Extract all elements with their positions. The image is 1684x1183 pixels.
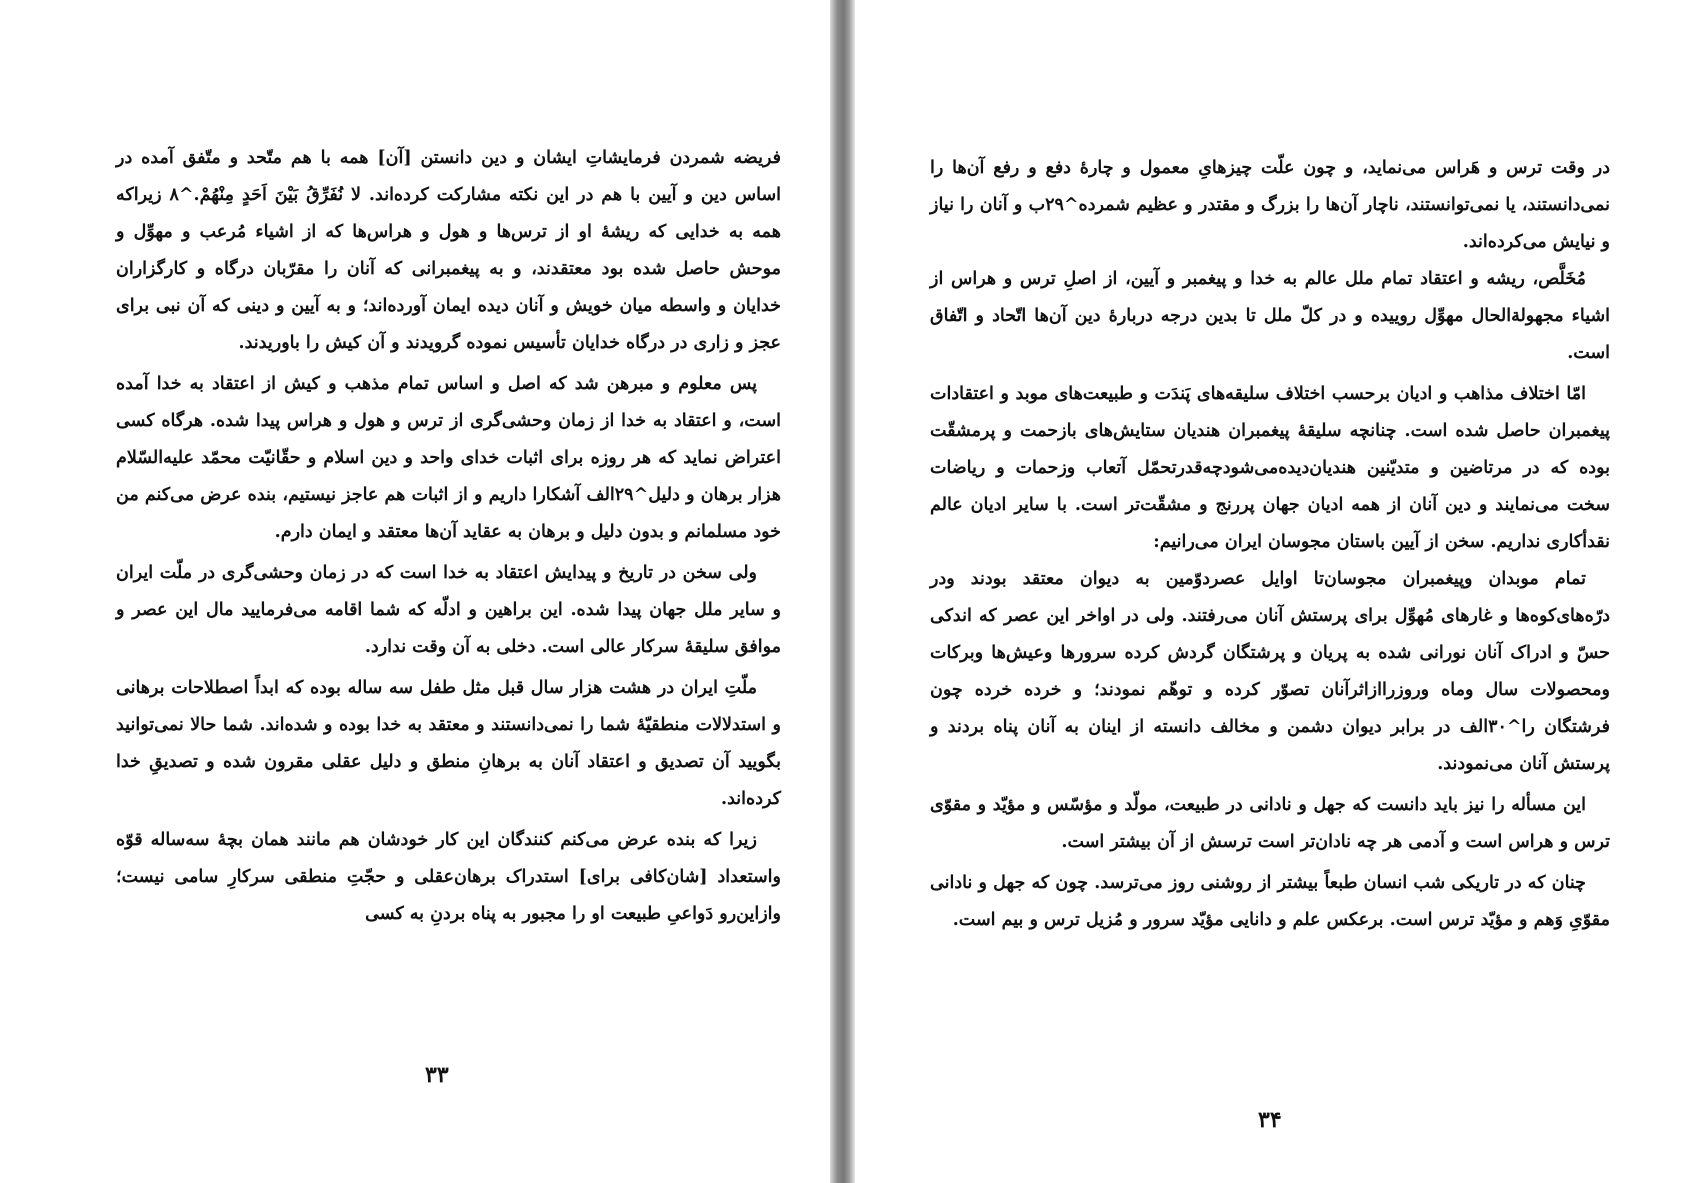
right-page [855,0,1684,1183]
paragraph: تمام موبدان وپیغمبران مجوسان‌تا اوایل عصردوّمین به دیوان معتقد بودند ودر درّه‌های‌کوه‌ها و غارهای مُهوِّل برای پرستش آنان می‌رفتند. ولی در اواخر این عصر که اندکی حسّ و ادراک آنان نورانی شده به پریان و پرشتگان گردش کرده سرورها وعیش‌ها وبرکات ومحصولات سال وماه وروزراازاثرآنان تصوّر کرده و توهّم نمودند؛ و خرده خرده چون فرشتگان را^۳۰الف در برابر دیوان دشمن و مخالف دانسته از اینان به آنان پناه بردند و پرستش آنان می‌نمودند. [930,569,1610,774]
paragraph: فریضه شمردن فرمایشاتِ ایشان و دین دانستن [آن] همه با هم متّحد و متّفق آمده در اساس دین و آیین با هم در این نکته مشارکت کرده‌اند. لا نُفَرِّقُ بَیْنَ اَحَدٍ مِنْهُمْ.^۸ زیراکه همه به خدایی که ریشهٔ او از ترس‌ها و هول و هراس‌ها که از اشیاء مُرعب و مهوِّل و موحش حاصل شده بود معتقدند، و به پیغمبرانی که آنان را مقرّبان درگاه و کارگزاران خدایان و واسطه میان خویش و آنان دیده ایمان آورده‌اند؛ و به آیین و دینی که آن نبی برای عجز و زاری در درگاه خدایان تأسیس نموده گرویدند و آن کیش را باوریدند. [116,148,781,353]
paragraph: امّا اختلاف مذاهب و ادیان برحسب اختلاف سلیقه‌های پَندَت و طبیعت‌های موبد و اعتقادات پیغمبران حاصل شده است. چنانچه سلیقهٔ پیغمبران هندیان ستایش‌های بازحمت و پرمشقّت بوده که در مرتاضین و متدیّنین هندیان‌دیده‌می‌شودچه‌قدرتحمّل آتعاب وزحمات و ریاضات سخت می‌نمایند و دین آنان از همه ادیان جهان پررنج و مشقّت‌تر است. با سایر ادیان عالم نقدأکاری نداریم. سخن از آیین باستان مجوسان ایران می‌رانیم: [930,384,1610,552]
paragraph: ملّتِ ایران در هشت هزار سال قبل مثل طفل سه ساله بوده که ابداً اصطلاحات برهانی و استدلالات منطقیّهٔ شما را نمی‌دانستند و معتقد به خدا بوده و شده‌اند. شما حالا نمی‌توانید بگویید آن تصدیق و اعتقاد آنان به برهانِ منطق و دلیل عقلی مقرون شده و تصدیقِ خدا کرده‌اند. [116,678,781,809]
right-page-text [930,150,1610,939]
page-number: ۳۳ [425,1062,449,1088]
paragraph: ولی سخن در تاریخ و پیدایش اعتقاد به خدا است که در زمان وحشی‌گری در ملّت ایران و سایر ملل جهان پیدا شده. این براهین و ادلّه که شما اقامه می‌فرمایید مال این عصر و موافق سلیقهٔ سرکار عالی است. دخلی به آن وقت ندارد. [116,563,781,657]
page-number: ۳۴ [1258,1107,1282,1133]
left-page [0,0,830,1183]
paragraph: زیرا که بنده عرض می‌کنم کنندگان این کار خودشان هم مانند همان بچهٔ سه‌ساله قوّه واستعداد [شان‌کافی برای] استدراک برهان‌عقلی و حجّتِ منطقی سرکارِ سامی نیست؛وازاین‌رو دَواعیِ طبیعت او را مجبور به پناه بردنِ به کسی [116,830,781,924]
left-page-text [116,140,781,933]
paragraph: در وقت ترس و هَراس می‌نماید، و چون علّت چیزهایِ معمول و چارهٔ دفع و رفع آن‌ها را نمی‌دانستند، یا نمی‌توانستند، ناچار آن‌ها را بزرگ و مقتدر و عظیم شمرده^۲۹ب و آنان را نیاز و نیایش می‌کرده‌اند. [930,158,1610,252]
book-gutter [830,0,855,1183]
paragraph: پس معلوم و مبرهن شد که اصل و اساس تمام مذهب و کیش از اعتقاد به خدا آمده است، و اعتقاد به خدا از زمان وحشی‌گری از ترس و هول و هراس پیدا شده. هرگاه کسی اعتراض نماید که هر روزه برای اثبات خدای واحد و دین اسلام و حقّانیّت محمّد علیه‌السّلام هزار برهان و دلیل^۲۹الف آشکارا داریم و از اثبات هم عاجز نیستیم، بنده عرض می‌کنم من خود مسلمانم و بدون دلیل و برهان به عقاید آن‌ها معتقد و ایمان دارم. [116,374,782,542]
paragraph: مُخَلَّص، ریشه و اعتقاد تمام ملل عالم به خدا و پیغمبر و آیین، از اصلِ ترس و هراس از اشیاء مجهولة‌الحال مهوِّل روییده و در کلّ ملل تا بدین درجه دربارهٔ دین آن‌ها اتّحاد و اتّفاق است. [930,269,1610,363]
paragraph: این مسأله را نیز باید دانست که جهل و نادانی در طبیعت، مولّد و مؤسّس و مؤیّد و مقوّی ترس و هراس است و آدمی هر چه نادان‌تر است ترسش از آن بیشتر است. [930,795,1610,852]
paragraph: چنان که در تاریکی شب انسان طبعاً بیشتر از روشنی روز می‌ترسد. چون که جهل و نادانی مقوّیِ وَهم و مؤیّد ترس است. برعکس علم و دانایی مؤیّد سرور و مُزیل ترس و بیم است. [930,873,1610,930]
